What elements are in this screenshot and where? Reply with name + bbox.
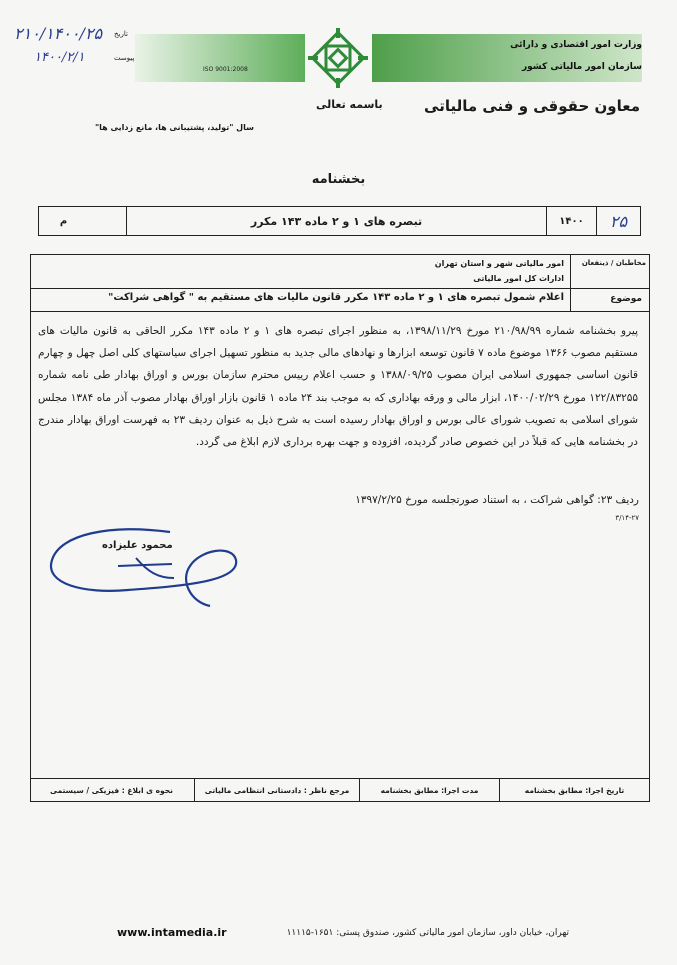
reference-note: ۳/۱۴-۲۷ bbox=[615, 514, 639, 522]
signature-scribble-icon bbox=[40, 520, 250, 610]
topic-text: اعلام شمول تبصره های ۱ و ۲ ماده ۱۴۳ مکرر قانون مالیات های مستقیم به " گواهی شراکت" bbox=[108, 292, 564, 303]
validity-cell: مدت اجرا: مطابق بخشنامه bbox=[359, 779, 499, 801]
exec-date-cell: تاریخ اجرا: مطابق بخشنامه bbox=[499, 779, 649, 801]
footer-website: www.intamedia.ir bbox=[117, 926, 227, 939]
handwritten-attachment: ۱۴۰۰/۲/۱ bbox=[34, 50, 85, 65]
year-slogan: سال "تولید، پشتیبانی ها، مانع زدایی ها" bbox=[95, 123, 254, 132]
label-column-divider bbox=[570, 254, 571, 311]
footer-address: تهران، خیابان داور، سازمان امور مالیاتی کشور، صندوق پستی: ۱۶۵۱-۱۱۱۱۵ bbox=[286, 928, 569, 938]
recipients-divider bbox=[30, 288, 650, 289]
reference-row bbox=[38, 206, 641, 236]
organization-name: سازمان امور مالیاتی کشور bbox=[521, 62, 642, 72]
circular-subject: تبصره های ۱ و ۲ ماده ۱۴۳ مکرر bbox=[250, 214, 423, 228]
iso-label: ISO 9001:2008 bbox=[203, 66, 248, 73]
header-band-left bbox=[135, 34, 305, 82]
ministry-name: وزارت امور اقتصادی و دارائی bbox=[510, 40, 642, 50]
execution-info-row bbox=[30, 778, 650, 802]
bename-header: باسمه تعالی bbox=[316, 98, 383, 111]
recipients-label: مخاطبان / ذینفعان bbox=[581, 259, 646, 267]
recipients-line-1: امور مالیاتی شهر و استان تهران bbox=[434, 259, 564, 268]
tax-organization-emblem-icon bbox=[306, 26, 370, 90]
date-label: تاریخ bbox=[114, 30, 128, 38]
circular-number: ۲۵ bbox=[609, 211, 628, 231]
recipients-line-2: ادارات کل امور مالیاتی bbox=[473, 274, 564, 283]
attachment-label: پیوست bbox=[114, 54, 135, 62]
supervisor-cell: مرجع ناظر : دادستانی انتظامی مالیاتی bbox=[194, 779, 359, 801]
classification-code: م bbox=[59, 215, 68, 227]
topic-label: موضوع bbox=[610, 294, 642, 304]
topic-divider bbox=[30, 311, 650, 312]
signatory-name: محمود علیزاده bbox=[102, 540, 173, 551]
circular-body-paragraph: پیرو بخشنامه شماره ۲۱۰/۹۸/۹۹ مورخ ۱۳۹۸/۱۱/۲۹، به منظور اجرای تبصره های ۱ و ۲ ماده ۱۴۳ مکرر الحاقی به قانون مالیات های مستقیم مصوب ۱۳۶۶ موضوع ماده ۷ قانون توسعه ابزارها و نهادهای مالی جدید به منظور تسهیل اجرای سیاستهای کلی اصل چهل و چهارم قانون اساسی جمهوری اسلامی ایران مصوب ۱۳۸۸/۰۹/۲۵ و حسب اعلام رییس محترم سازمان بورس و اوراق بهادار طی نامه شماره ۱۲۲/۸۳۲۵۵ مورخ ۱۴۰۰/۰۲/۲۹، ابزار مالی و ورقه بهاداری که به موجب بند ۲۴ ماده ۱ قانون بازار اوراق بهادار مصوب آذر ماه ۱۳۸۴ مجلس شورای اسلامی به تصویب شورای عالی بورس و اوراق بهادار رسیده است به شرح ذیل به عنوان ردیف ۲۳ به فهرست اوراق بهادار مندرج در بخشنامه هایی که قبلاً در این خصوص صادر گردیده، افزوده و جهت بهره برداری لازم ابلاغ می گردد. bbox=[38, 325, 639, 449]
page-title: بخشنامه bbox=[311, 172, 366, 187]
circular-year: ۱۴۰۰ bbox=[559, 215, 584, 227]
item-23-line: ردیف ۲۳: گواهی شراکت ، به استناد صورتجلسه مورخ ۱۳۹۷/۲/۲۵ bbox=[355, 494, 639, 506]
notify-cell: نحوه ی ابلاغ : فیزیکی / سیستمی bbox=[50, 785, 173, 795]
handwritten-date: ۲۱۰/۱۴۰۰/۲۵ bbox=[14, 24, 103, 43]
deputy-title: معاون حقوقی و فنی مالیاتی bbox=[424, 97, 640, 115]
